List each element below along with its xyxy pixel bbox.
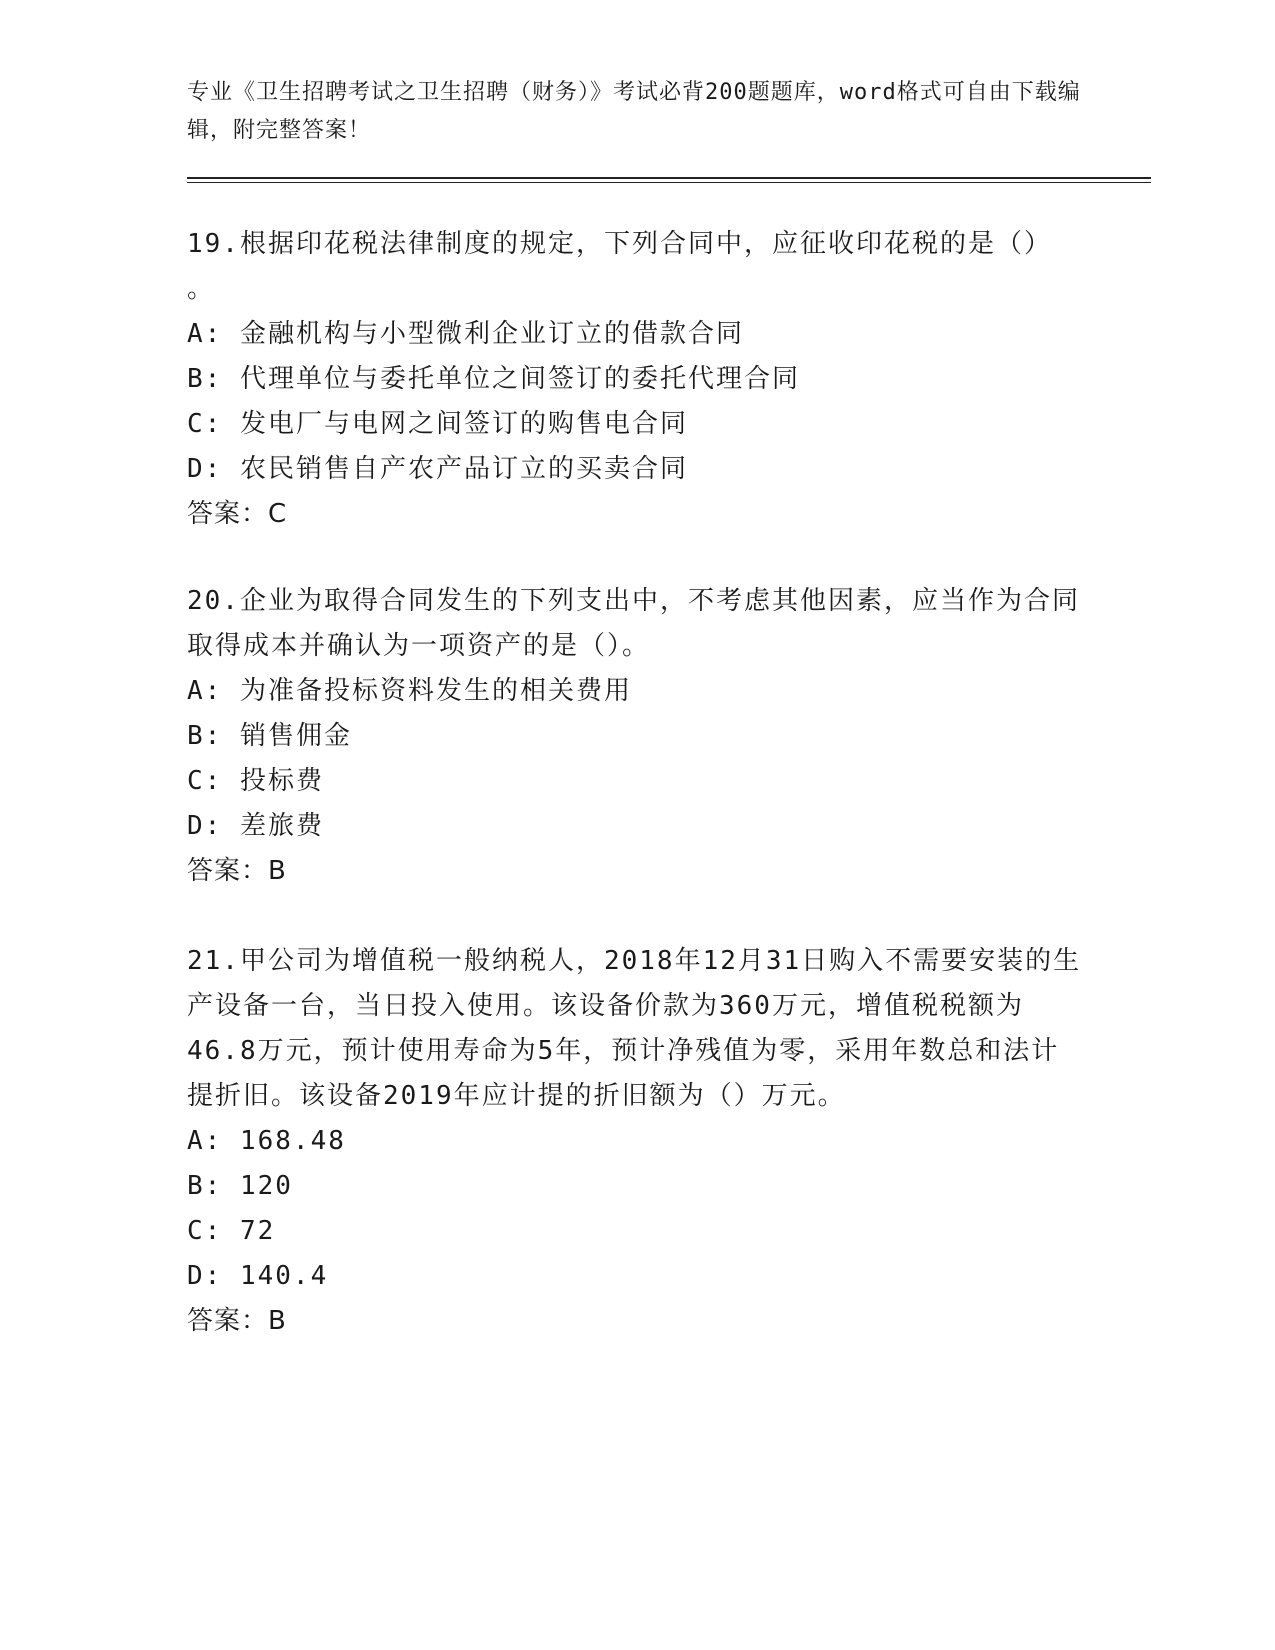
option-b: B: 销售佣金	[187, 721, 352, 751]
option-d: D: 农民销售自产农产品订立的买卖合同	[187, 454, 688, 484]
option-a: A: 为准备投标资料发生的相关费用	[187, 676, 632, 706]
header-divider-thin	[187, 182, 1151, 183]
header-divider-thick	[187, 177, 1151, 179]
option-b: B: 代理单位与委托单位之间签订的委托代理合同	[187, 364, 800, 394]
answer: 答案：B	[187, 856, 287, 886]
option-a: A: 168.48	[187, 1126, 346, 1156]
option-a: A: 金融机构与小型微利企业订立的借款合同	[187, 319, 744, 349]
option-c: C: 投标费	[187, 766, 324, 796]
option-d: D: 140.4	[187, 1261, 329, 1291]
option-c: C: 发电厂与电网之间签订的购售电合同	[187, 409, 688, 439]
question-stem: 20.企业为取得合同发生的下列支出中，不考虑其他因素，应当作为合同取得成本并确认为一项资产的是（）。	[187, 586, 1080, 661]
question-21	[187, 939, 1087, 1344]
answer: 答案：B	[187, 1306, 287, 1336]
option-b: B: 120	[187, 1171, 293, 1201]
question-20	[187, 579, 1087, 894]
question-stem: 21.甲公司为增值税一般纳税人，2018年12月31日购入不需要安装的生产设备一台，当日投入使用。该设备价款为360万元，增值税税额为46.8万元，预计使用寿命为5年，预计净残值为零，采用年数总和法计提折旧。该设备2019年应计提的折旧额为（）万元。	[187, 946, 1082, 1111]
question-19	[187, 222, 1087, 537]
option-c: C: 72	[187, 1216, 276, 1246]
question-stem: 19.根据印花税法律制度的规定，下列合同中，应征收印花税的是（） 。	[187, 229, 1052, 304]
answer: 答案：C	[187, 499, 288, 529]
document-header: 专业《卫生招聘考试之卫生招聘（财务）》考试必背200题题库，word格式可自由下载编辑，附完整答案！	[187, 80, 1081, 143]
option-d: D: 差旅费	[187, 811, 324, 841]
